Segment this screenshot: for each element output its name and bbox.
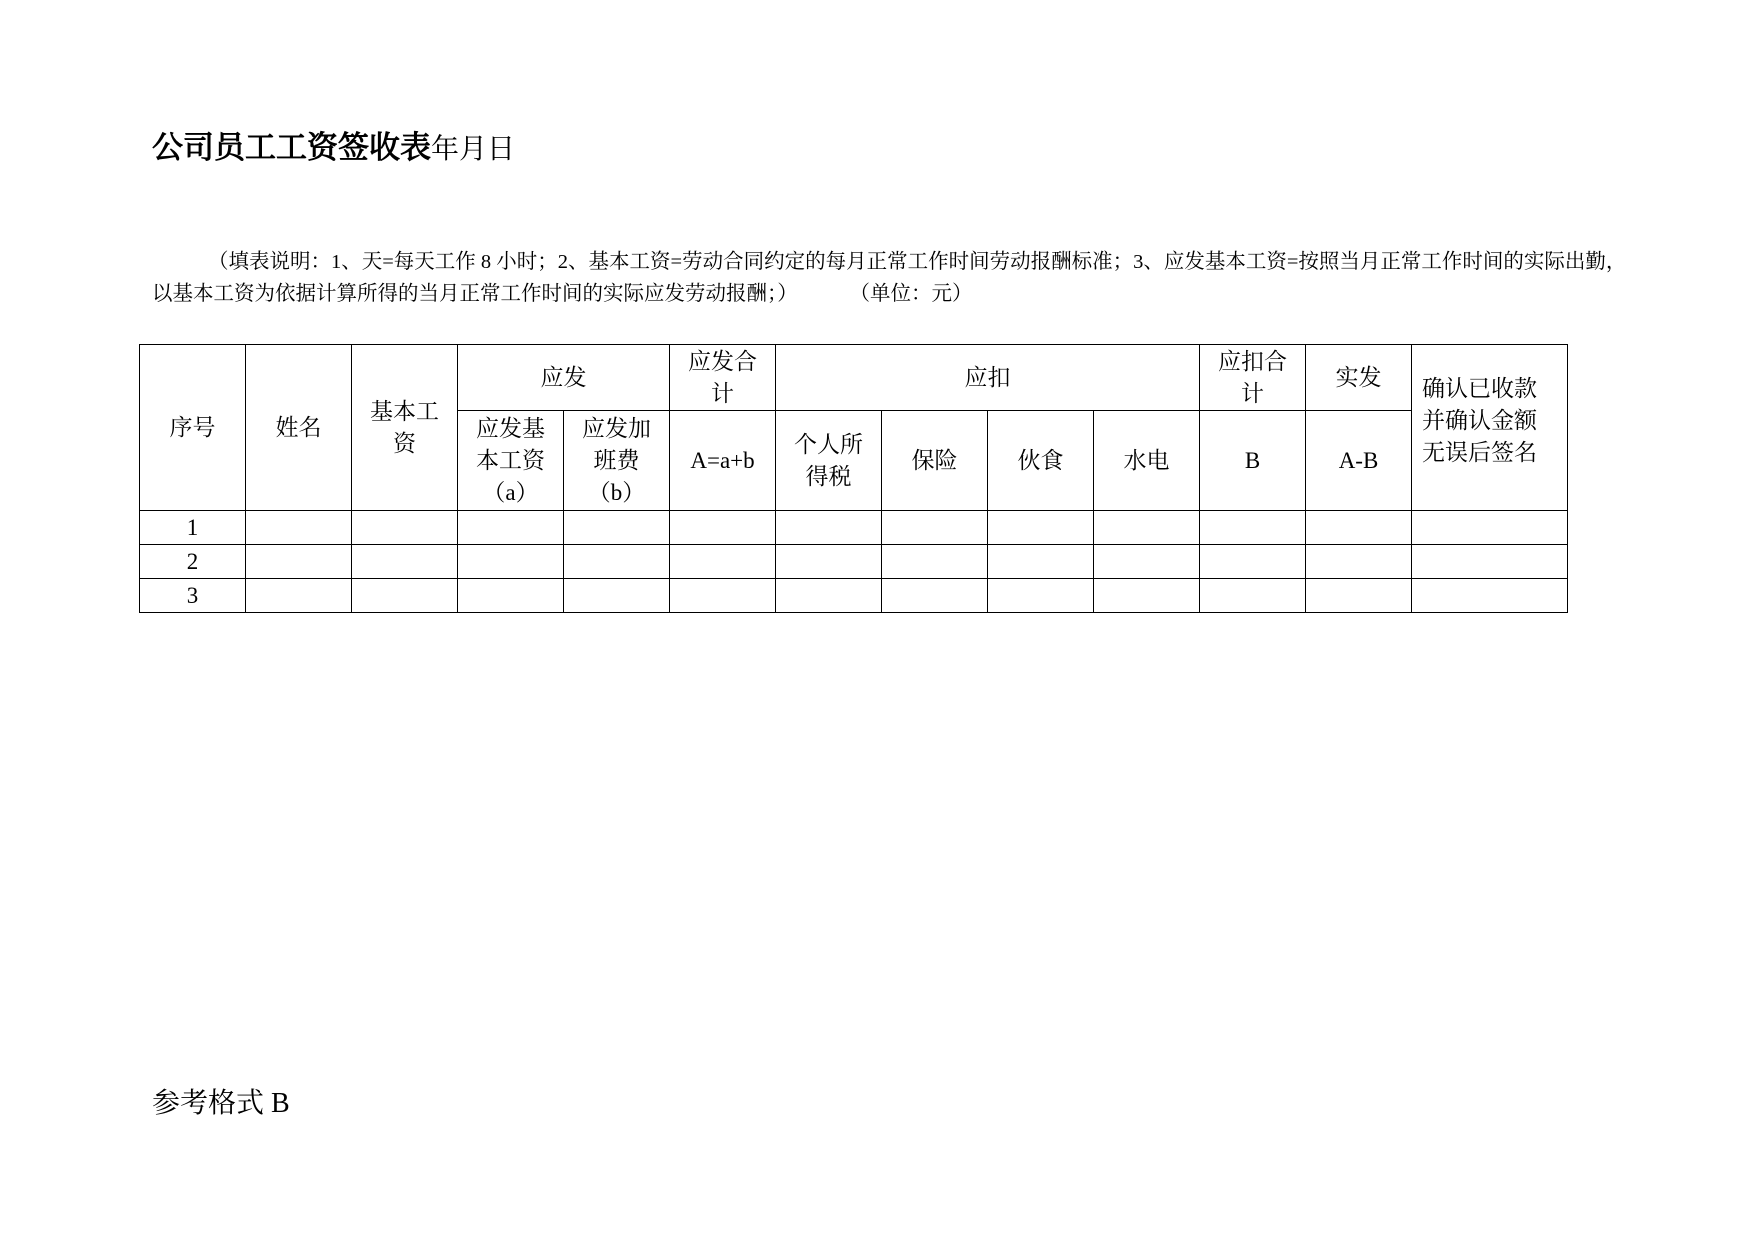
header-actual: 实发 [1306, 345, 1412, 411]
payable-base-cell[interactable] [458, 545, 564, 579]
income-tax-cell[interactable] [776, 545, 882, 579]
insurance-cell[interactable] [882, 579, 988, 613]
header-formula-b: B [1200, 411, 1306, 511]
overtime-cell[interactable] [564, 579, 670, 613]
base-salary-cell[interactable] [352, 545, 458, 579]
income-tax-cell[interactable] [776, 579, 882, 613]
header-meals: 伙食 [988, 411, 1094, 511]
salary-table [139, 344, 1568, 613]
utilities-cell[interactable] [1094, 511, 1200, 545]
page-title [152, 128, 515, 174]
table-row [140, 579, 1568, 613]
name-cell[interactable] [246, 511, 352, 545]
instructions-paragraph [152, 246, 1632, 310]
header-base-salary: 基本工资 [352, 345, 458, 511]
actual-cell[interactable] [1306, 545, 1412, 579]
income-tax-cell[interactable] [776, 511, 882, 545]
title-main: 公司员工工资签收表 [152, 130, 431, 165]
meals-cell[interactable] [988, 579, 1094, 613]
actual-cell[interactable] [1306, 579, 1412, 613]
header-income-tax: 个人所得税 [776, 411, 882, 511]
actual-cell[interactable] [1306, 511, 1412, 545]
meals-cell[interactable] [988, 511, 1094, 545]
base-salary-cell[interactable] [352, 511, 458, 545]
signature-cell[interactable] [1412, 579, 1568, 613]
payable-total-cell[interactable] [670, 511, 776, 545]
header-confirm-signature: 确认已收款并确认金额无误后签名 [1412, 345, 1568, 511]
row-seq: 1 [140, 511, 246, 545]
payable-base-cell[interactable] [458, 511, 564, 545]
utilities-cell[interactable] [1094, 545, 1200, 579]
header-row-1 [140, 345, 1568, 411]
row-seq: 2 [140, 545, 246, 579]
signature-cell[interactable] [1412, 511, 1568, 545]
name-cell[interactable] [246, 579, 352, 613]
payable-total-cell[interactable] [670, 545, 776, 579]
header-utilities: 水电 [1094, 411, 1200, 511]
name-cell[interactable] [246, 545, 352, 579]
deductions-total-cell[interactable] [1200, 511, 1306, 545]
meals-cell[interactable] [988, 545, 1094, 579]
payable-base-cell[interactable] [458, 579, 564, 613]
deductions-total-cell[interactable] [1200, 579, 1306, 613]
row-seq: 3 [140, 579, 246, 613]
header-payable-base: 应发基本工资（a） [458, 411, 564, 511]
deductions-total-cell[interactable] [1200, 545, 1306, 579]
overtime-cell[interactable] [564, 511, 670, 545]
header-deductions: 应扣 [776, 345, 1200, 411]
overtime-cell[interactable] [564, 545, 670, 579]
header-insurance: 保险 [882, 411, 988, 511]
header-payable: 应发 [458, 345, 670, 411]
header-formula-actual: A-B [1306, 411, 1412, 511]
instructions-text: （填表说明：1、天=每天工作 8 小时；2、基本工资=劳动合同约定的每月正常工作时间劳动报酬标准；3、应发基本工资=按照当月正常工作时间的实际出勤，以基本工资为依据计算所得的当月正常工作时间的实际应发劳动报酬；） [152, 251, 1627, 305]
insurance-cell[interactable] [882, 511, 988, 545]
signature-cell[interactable] [1412, 545, 1568, 579]
header-name: 姓名 [246, 345, 352, 511]
header-formula-a: A=a+b [670, 411, 776, 511]
header-deductions-total: 应扣合计 [1200, 345, 1306, 411]
utilities-cell[interactable] [1094, 579, 1200, 613]
table-row [140, 545, 1568, 579]
reference-format-label: 参考格式 B [152, 1088, 290, 1119]
header-overtime: 应发加班费（b） [564, 411, 670, 511]
insurance-cell[interactable] [882, 545, 988, 579]
unit-label: （单位：元） [859, 283, 973, 305]
title-date: 年月日 [431, 134, 516, 165]
table-row [140, 511, 1568, 545]
header-payable-total: 应发合计 [670, 345, 776, 411]
payable-total-cell[interactable] [670, 579, 776, 613]
instructions-note [152, 246, 1632, 310]
base-salary-cell[interactable] [352, 579, 458, 613]
header-seq: 序号 [140, 345, 246, 511]
